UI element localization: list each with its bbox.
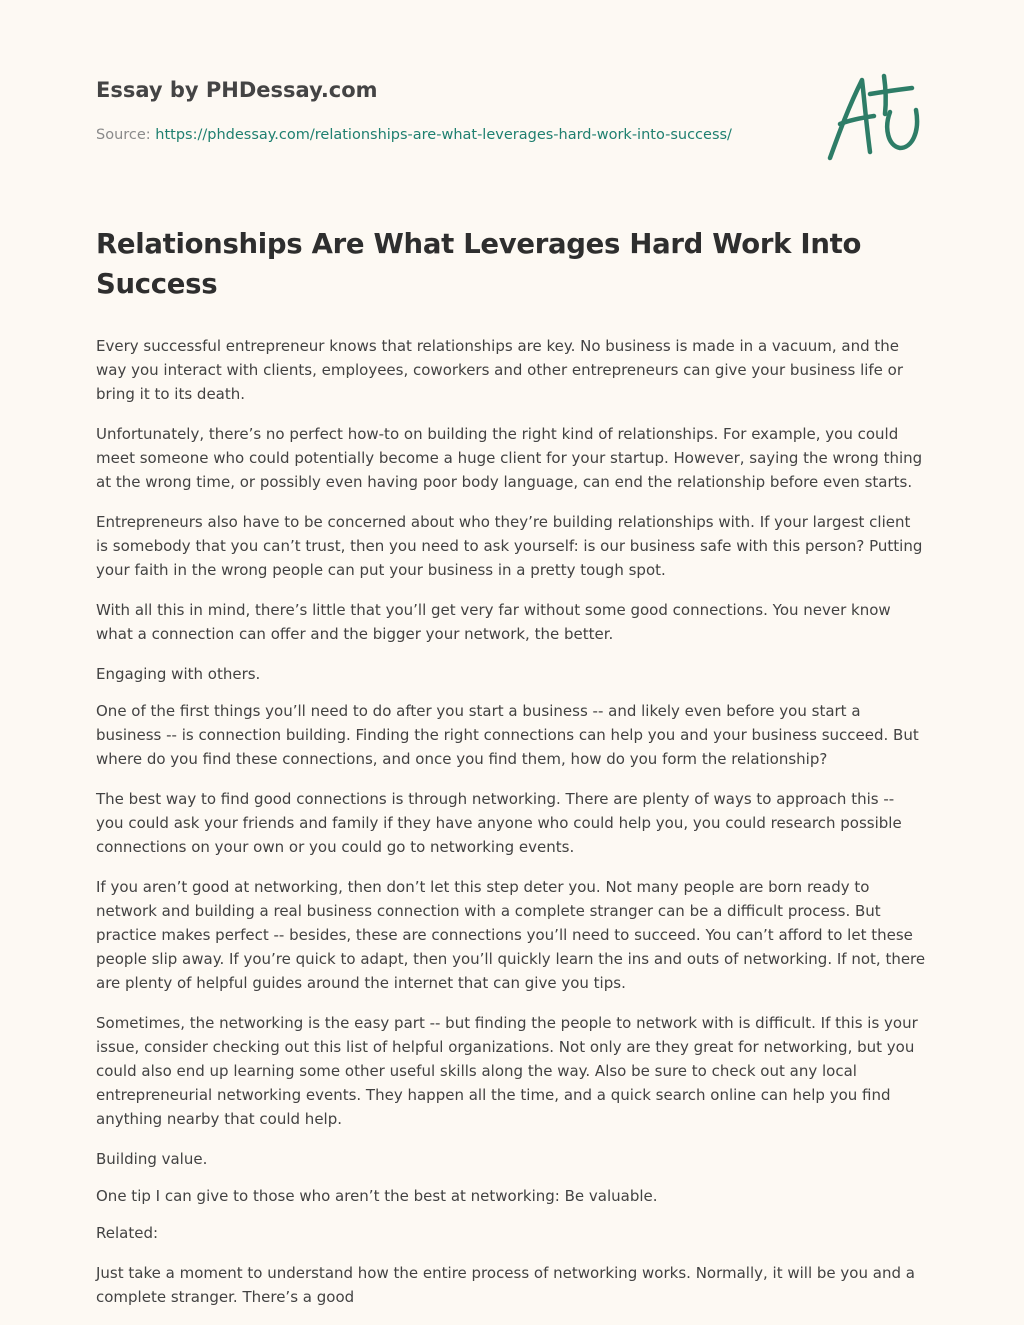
paragraph: With all this in mind, there’s little that you’ll get very far without some good connections. You never know what a connection can offer and the bigger your network, the better.: [96, 601, 891, 643]
related-label: Related:: [96, 1224, 159, 1242]
page-header: [96, 74, 796, 146]
paragraph: The best way to find good connections is through networking. There are plenty of ways to approach this -- you could ask your friends and family if they have anyone who could help you, you could research possible connections on your own or you could go to networking events.: [96, 790, 902, 856]
source-line: [96, 124, 796, 146]
essay-body: [96, 224, 926, 1325]
paragraph: Every successful entrepreneur knows that relationships are key. No business is made in a vacuum, and the way you interact with clients, employees, coworkers and other entrepreneurs can give your business life or bring it to its death.: [96, 337, 904, 403]
paragraph: Unfortunately, there’s no perfect how-to on building the right kind of relationships. For example, you could meet someone who could potentially become a huge client for your startup. However, saying the wrong thing at the wrong time, or possibly even having poor body language, can end the relationship before even starts.: [96, 425, 923, 491]
source-link[interactable]: https://phdessay.com/relationships-are-what-leverages-hard-work-into-success/: [155, 127, 732, 143]
paragraph: If you aren’t good at networking, then don’t let this step deter you. Not many people are born ready to network and building a real business connection with a complete stranger can be a difficult process. But practice makes perfect -- besides, these are connections you’ll need to succeed. You can’t afford to let these people slip away. If you’re quick to adapt, then you’ll quickly learn the ins and outs of networking. If not, there are plenty of helpful guides around the internet that can give you tips.: [96, 878, 926, 992]
paragraph: One of the first things you’ll need to do after you start a business -- and likely even before you start a business -- is connection building. Finding the right connections can help you and your business succeed. But where do you find these connections, and once you find them, how do you form the relationship?: [96, 702, 919, 768]
paragraph: Just take a moment to understand how the entire process of networking works. Normally, it will be you and a complete stranger. There’s a good: [96, 1264, 915, 1306]
paragraph: One tip I can give to those who aren’t the best at networking: Be valuable.: [96, 1187, 658, 1205]
a-plus-logo-icon: [820, 66, 930, 166]
section-heading: Engaging with others.: [96, 665, 261, 683]
paragraph: Sometimes, the networking is the easy part -- but finding the people to network with is difficult. If this is your issue, consider checking out this list of helpful organizations. Not only are they great for networking, but you could also end up learning some other useful skills along the way. Also be sure to check out any local entrepreneurial networking events. They happen all the time, and a quick search online can help you find anything nearby that could help.: [96, 1014, 918, 1128]
section-heading: Building value.: [96, 1150, 208, 1168]
source-label: Source:: [96, 127, 151, 143]
essay-title: Relationships Are What Leverages Hard Work Into Success: [96, 228, 862, 300]
site-title: Essay by PHDessay.com: [96, 78, 378, 102]
paragraph: Entrepreneurs also have to be concerned about who they’re building relationships with. If your largest client is somebody that you can’t trust, then you need to ask yourself: is our business safe with this person? Putting your faith in the wrong people can put your business in a pretty tough spot.: [96, 513, 923, 579]
